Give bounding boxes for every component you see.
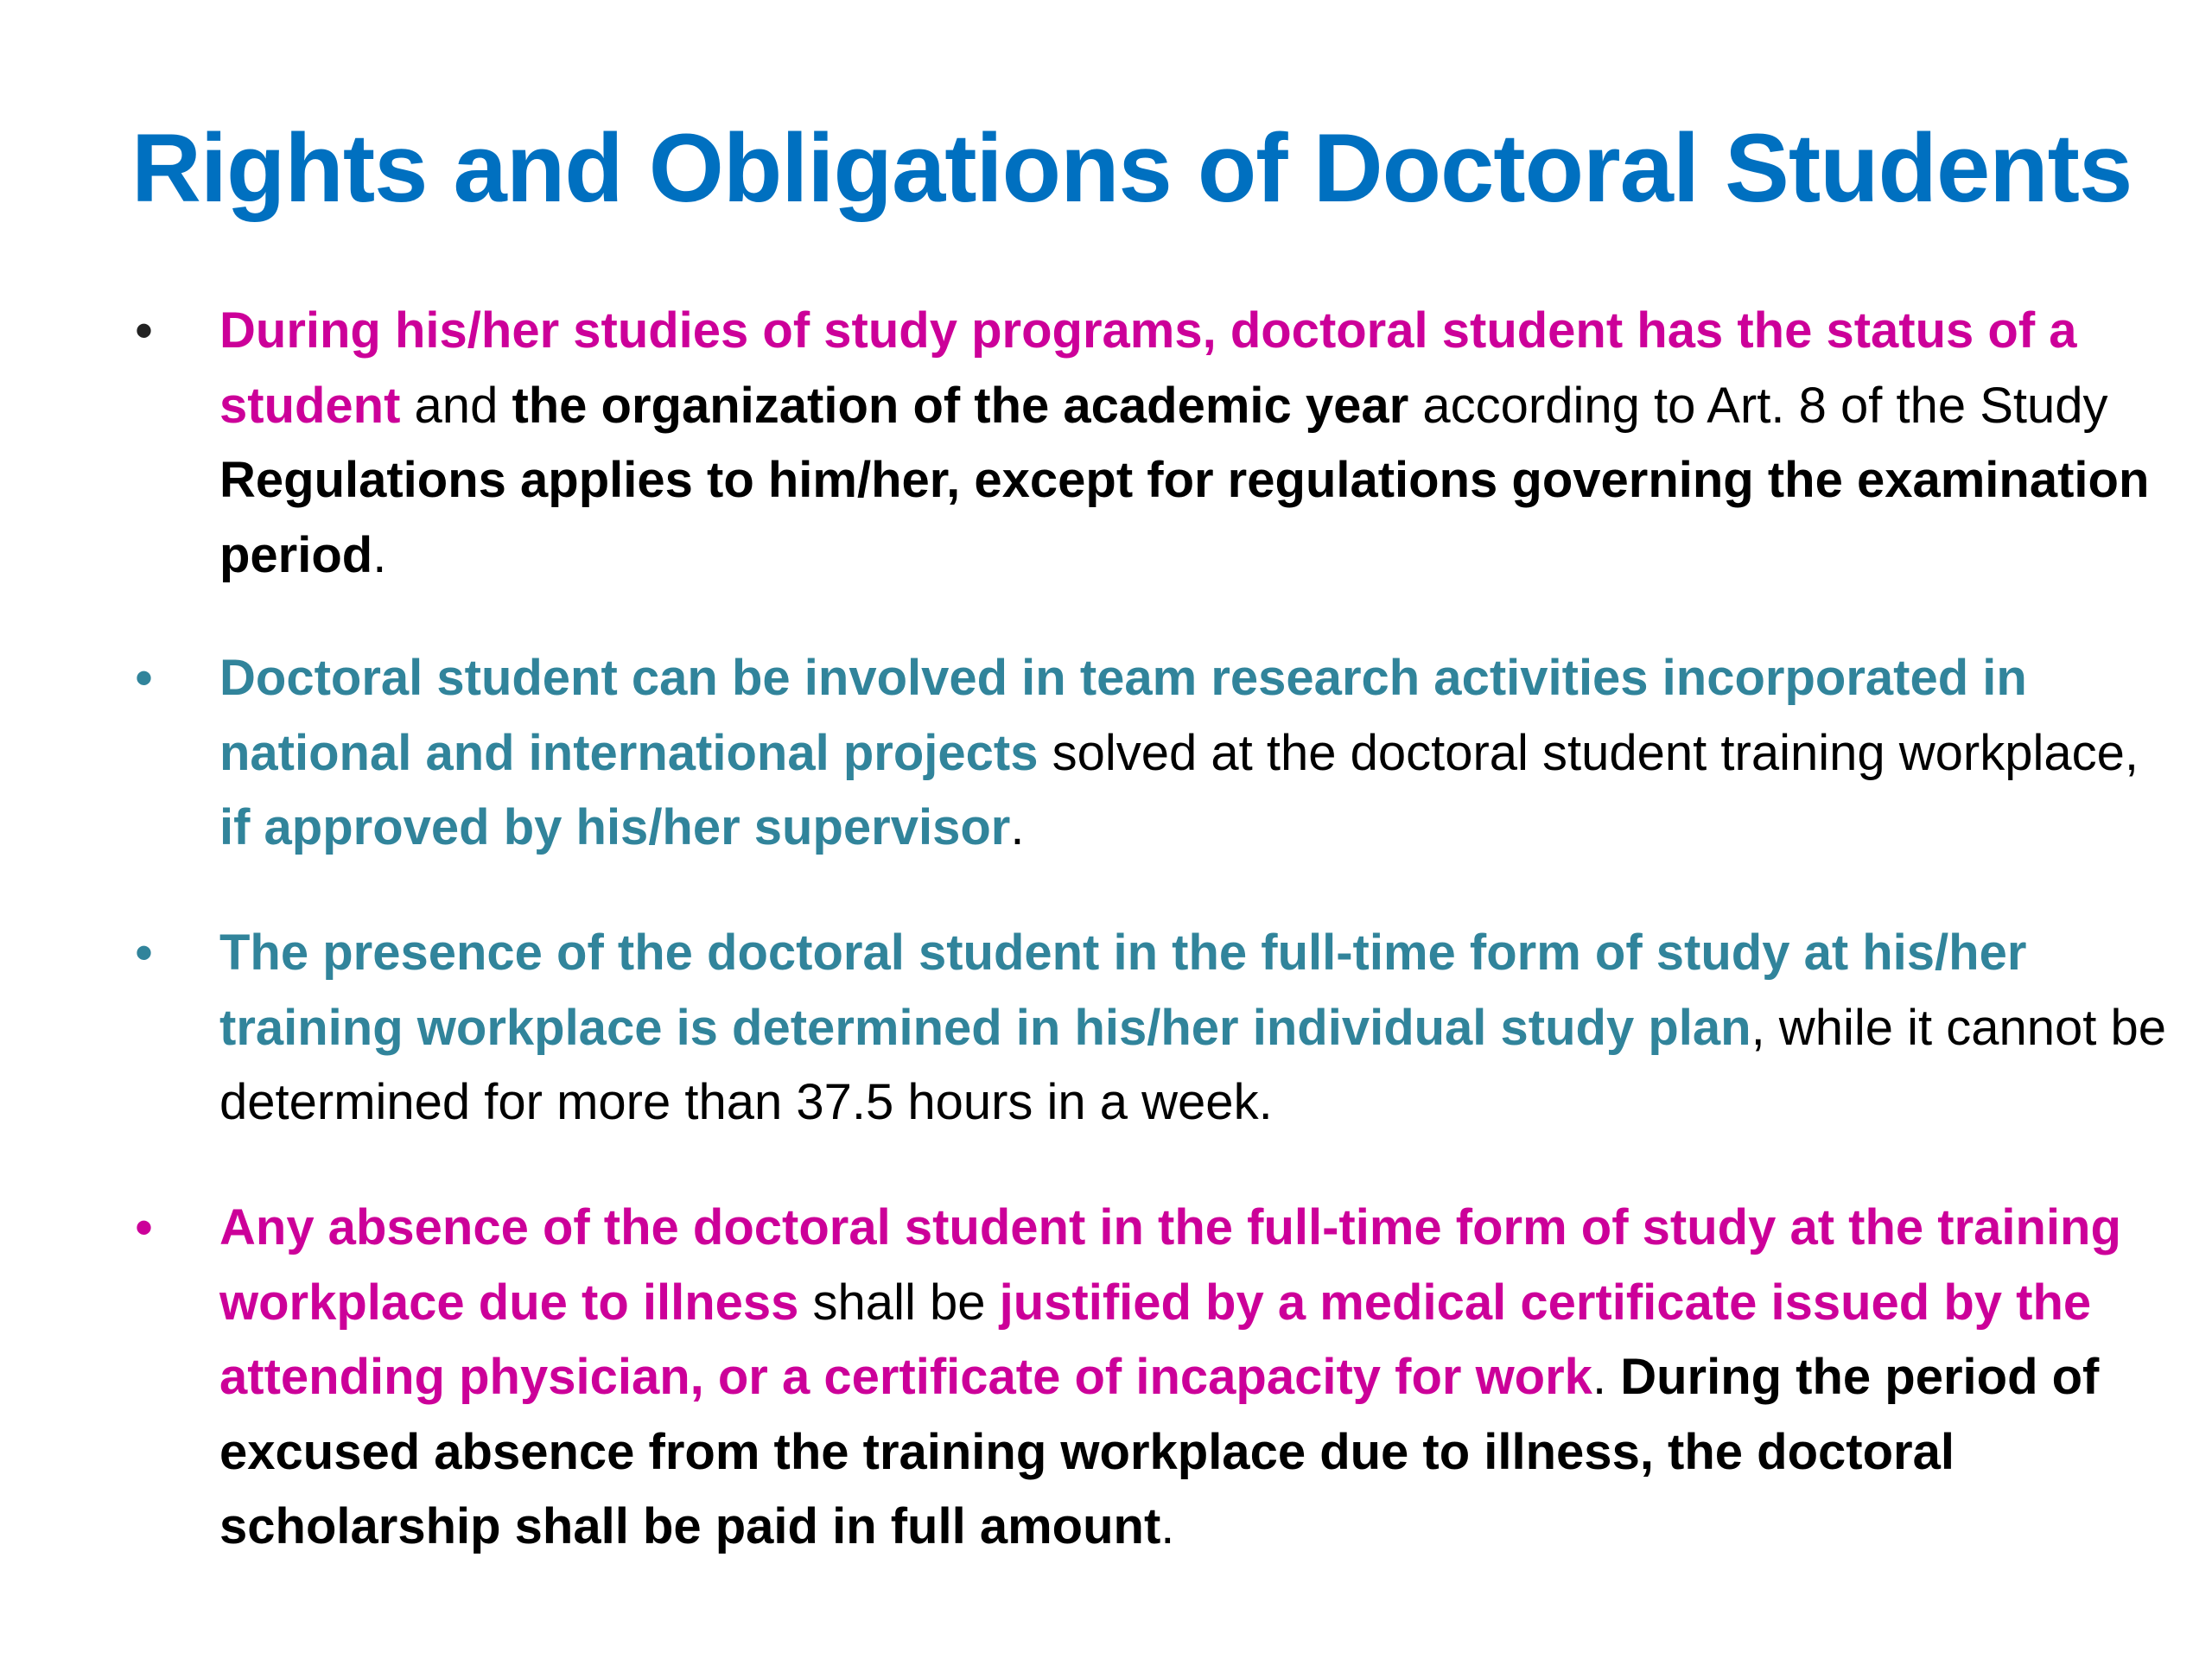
highlight-phrase: Doctoral student can be involved in team research activities incorporated in national and international projects <box>219 650 2027 781</box>
highlight-phrase: if approved by his/her supervisor <box>219 799 1011 855</box>
plain-phrase: . <box>1160 1498 1175 1554</box>
highlight-phrase: justified by a medical certificate issued by the attending physician, or a certificate of incapacity for work <box>219 1274 2092 1405</box>
plain-phrase: shall be <box>798 1274 1000 1331</box>
bold-phrase: the organization of the academic year <box>512 377 1409 434</box>
bullet-dot-icon: • <box>135 1198 154 1256</box>
bullet-text <box>219 1191 2172 1565</box>
bold-phrase: Regulations applies to him/her, except for regulations governing the examination period <box>219 452 2150 583</box>
highlight-phrase: Any absence of the doctoral student in the full-time form of study at the training workplace due to illness <box>219 1199 2121 1331</box>
highlight-phrase: The presence of the doctoral student in the full-time form of study at his/her training workplace is determined in his/her individual study plan <box>219 925 2027 1056</box>
bullet-text <box>219 294 2172 593</box>
plain-phrase: . <box>1010 799 1025 855</box>
plain-phrase: . <box>372 526 387 583</box>
highlight-phrase: During his/her studies of study programs, doctoral student has the status of a student <box>219 302 2077 434</box>
bullet-text <box>219 641 2172 866</box>
plain-phrase: and <box>400 377 512 434</box>
plain-phrase: , while it cannot be determined for more than 37.5 hours in a week. <box>219 999 2166 1130</box>
bullet-dot-icon: • <box>135 649 154 707</box>
bullet-dot-icon: • <box>135 302 154 359</box>
bold-phrase: During the period of excused absence from the training workplace due to illness, the doctoral scholarship shall be paid in full amount <box>219 1349 2100 1554</box>
plain-phrase: according to Art. 8 of the Study <box>1408 377 2108 434</box>
plain-phrase: solved at the doctoral student training workplace, <box>1038 724 2139 781</box>
plain-phrase: . <box>1592 1349 1621 1405</box>
slide-title: Rights and Obligations of Doctoral Students <box>131 114 2133 222</box>
bullet-text <box>219 916 2172 1141</box>
bullet-dot-icon: • <box>135 924 154 982</box>
